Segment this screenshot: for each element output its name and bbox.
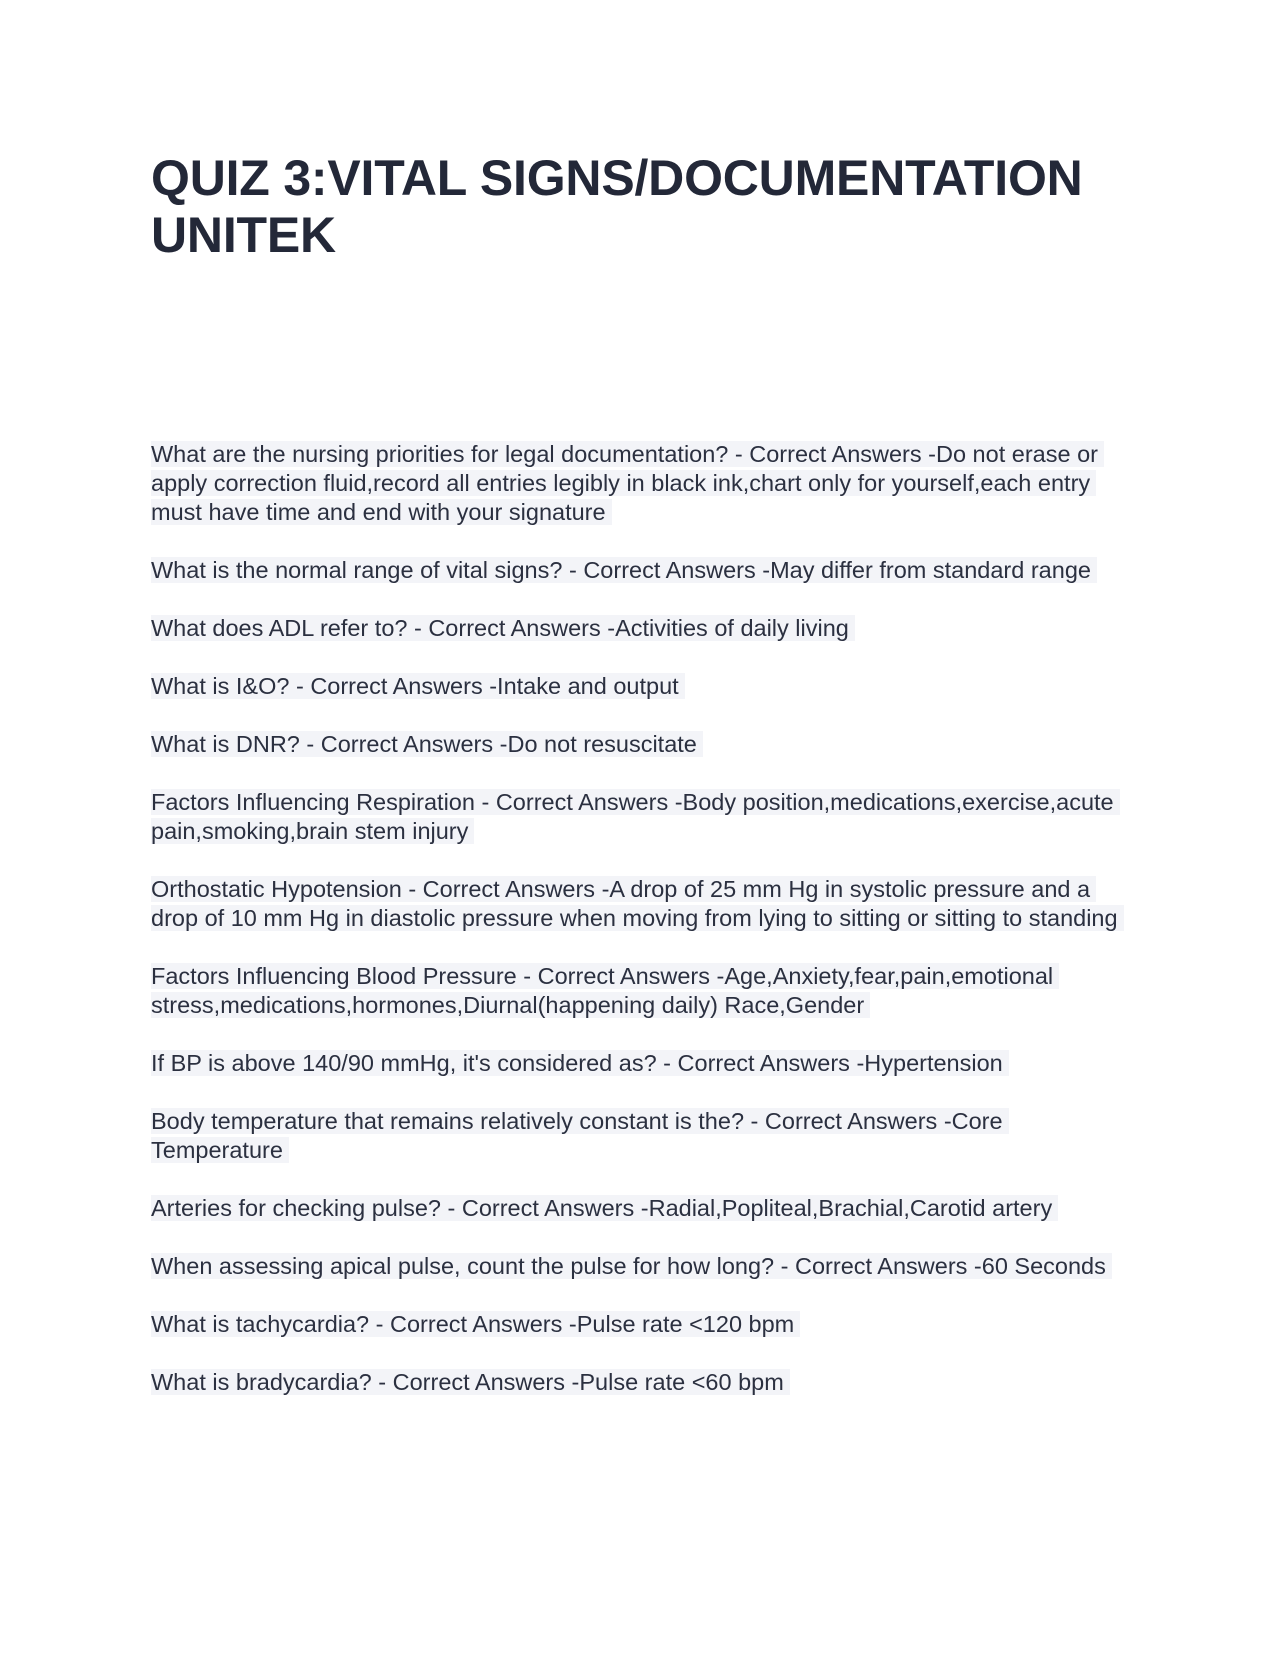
qa-text: What does ADL refer to? - Correct Answers -Activities of daily living: [151, 615, 855, 641]
qa-text: When assessing apical pulse, count the pulse for how long? - Correct Answers -60 Seconds: [151, 1253, 1112, 1279]
qa-text: Factors Influencing Respiration - Correct Answers -Body position,medications,exercise,acute pain,smoking,brain stem injury: [151, 789, 1120, 844]
qa-item: [151, 556, 1141, 585]
qa-text: What is tachycardia? - Correct Answers -Pulse rate <120 bpm: [151, 1311, 800, 1337]
qa-text: What is the normal range of vital signs? - Correct Answers -May differ from standard range: [151, 557, 1097, 583]
qa-text: What are the nursing priorities for legal documentation? - Correct Answers -Do not erase or apply correction fluid,record all entries legibly in black ink,chart only for yourself,each entry must have time and end with your signature: [151, 441, 1104, 525]
qa-item: [151, 1194, 1141, 1223]
qa-item: [151, 962, 1141, 1020]
qa-text: What is I&O? - Correct Answers -Intake and output: [151, 673, 685, 699]
qa-item: [151, 614, 1141, 643]
qa-item: [151, 440, 1141, 527]
qa-item: [151, 1368, 1141, 1397]
qa-text: If BP is above 140/90 mmHg, it's considered as? - Correct Answers -Hypertension: [151, 1050, 1009, 1076]
qa-list: [151, 440, 1141, 1397]
qa-item: [151, 672, 1141, 701]
qa-text: What is DNR? - Correct Answers -Do not resuscitate: [151, 731, 703, 757]
qa-text: Arteries for checking pulse? - Correct Answers -Radial,Popliteal,Brachial,Carotid artery: [151, 1195, 1058, 1221]
qa-item: [151, 1252, 1141, 1281]
title-line-1: QUIZ 3:VITAL SIGNS/DOCUMENTATION: [151, 150, 1083, 206]
document-page: [151, 150, 1141, 1426]
title-line-2: UNITEK: [151, 207, 336, 263]
qa-item: [151, 1310, 1141, 1339]
qa-text: Orthostatic Hypotension - Correct Answers -A drop of 25 mm Hg in systolic pressure and a drop of 10 mm Hg in diastolic pressure when moving from lying to sitting or sitting to standing: [151, 876, 1124, 931]
qa-text: Factors Influencing Blood Pressure - Correct Answers -Age,Anxiety,fear,pain,emotional stress,medications,hormones,Diurnal(happening daily) Race,Gender: [151, 963, 1059, 1018]
qa-item: [151, 1049, 1141, 1078]
qa-text: What is bradycardia? - Correct Answers -Pulse rate <60 bpm: [151, 1369, 790, 1395]
qa-item: [151, 730, 1141, 759]
document-title: [151, 150, 1141, 264]
qa-item: [151, 788, 1141, 846]
qa-text: Body temperature that remains relatively constant is the? - Correct Answers -Core Temperature: [151, 1108, 1009, 1163]
qa-item: [151, 875, 1141, 933]
qa-item: [151, 1107, 1141, 1165]
